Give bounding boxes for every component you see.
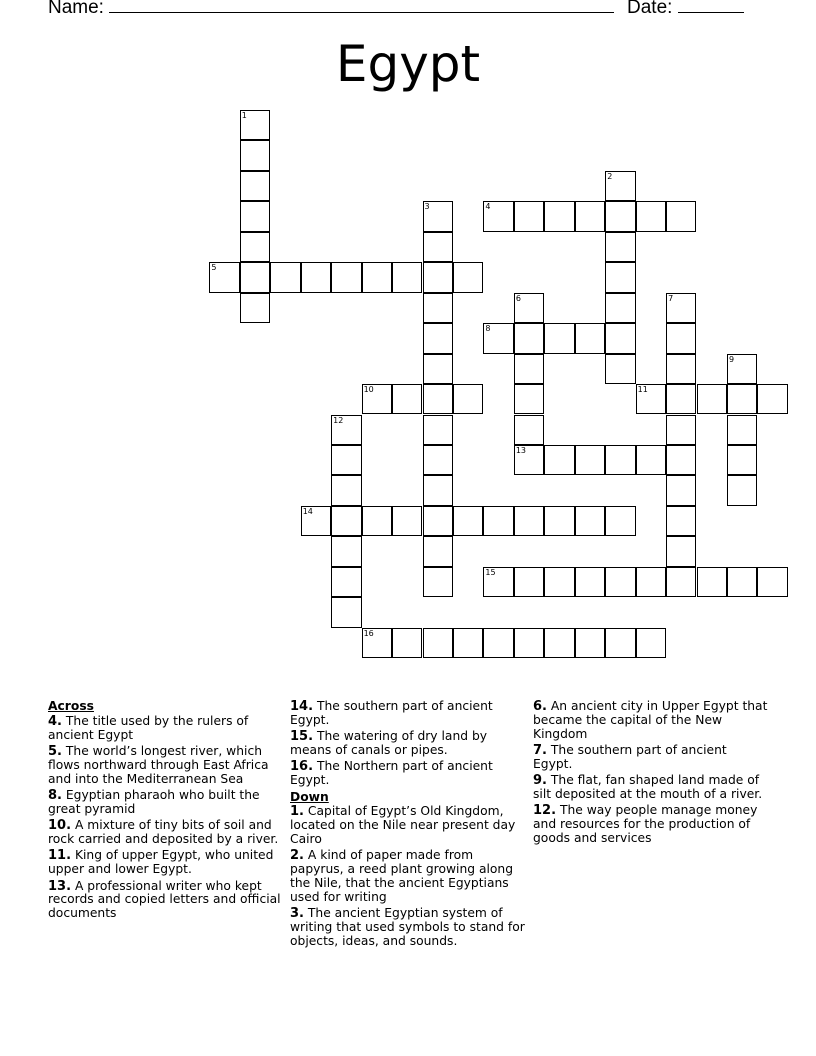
clue-number: 2 (607, 171, 613, 181)
grid-cell[interactable] (605, 506, 635, 536)
clue-item (48, 715, 284, 743)
grid-cell[interactable] (666, 201, 696, 231)
grid-cell[interactable] (544, 201, 574, 231)
clue-number: 6 (515, 293, 521, 303)
grid-cell[interactable] (240, 262, 270, 292)
grid-cell[interactable] (757, 384, 787, 414)
clue-item-number: 6. (533, 699, 547, 714)
grid-cell[interactable] (666, 384, 696, 414)
clue-item (48, 880, 284, 921)
grid-cell[interactable] (605, 293, 635, 323)
clue-item-text: Egyptian pharaoh who built the great pyramid (48, 787, 260, 816)
grid-cell[interactable] (362, 384, 392, 414)
clue-item-text: The southern part of ancient Egypt. (290, 699, 493, 727)
grid-cell[interactable] (514, 628, 544, 658)
grid-cell[interactable] (423, 354, 453, 384)
clue-item (48, 745, 284, 786)
grid-cell[interactable] (544, 445, 574, 475)
grid-cell[interactable] (605, 567, 635, 597)
clue-item (290, 760, 526, 788)
grid-cell[interactable] (605, 201, 635, 231)
grid-cell[interactable] (423, 293, 453, 323)
clue-item-number: 10. (48, 818, 72, 834)
grid-cell[interactable] (514, 201, 544, 231)
name-label: Name: (48, 0, 104, 18)
clue-item-number: 15. (290, 729, 314, 745)
grid-cell[interactable] (483, 506, 513, 536)
clue-item-number: 13. (48, 878, 72, 894)
clue-column-2 (290, 700, 526, 951)
grid-cell[interactable] (666, 415, 696, 445)
clue-item (48, 819, 284, 847)
grid-cell[interactable] (362, 262, 392, 292)
clue-number: 11 (637, 385, 648, 395)
clue-item-number: 12. (533, 803, 557, 819)
grid-cell[interactable] (392, 506, 422, 536)
grid-cell[interactable] (544, 506, 574, 536)
grid-cell[interactable] (514, 293, 544, 323)
grid-cell[interactable] (666, 293, 696, 323)
grid-cell[interactable] (544, 323, 574, 353)
grid-cell[interactable] (757, 567, 787, 597)
clue-item-text: The title used by the rulers of ancient Egypt (48, 713, 249, 742)
grid-cell[interactable] (301, 262, 331, 292)
grid-cell[interactable] (514, 445, 544, 475)
grid-cell[interactable] (331, 567, 361, 597)
grid-cell[interactable] (483, 628, 513, 658)
grid-cell[interactable] (727, 567, 757, 597)
clue-item-text: The Northern part of ancient Egypt. (290, 759, 493, 788)
clue-number: 5 (211, 263, 217, 273)
clue-item (48, 789, 284, 817)
clue-item-text: The flat, fan shaped land made of silt deposited at the mouth of a river. (533, 773, 763, 801)
grid-cell[interactable] (240, 201, 270, 231)
grid-cell[interactable] (423, 384, 453, 414)
grid-cell[interactable] (666, 567, 696, 597)
grid-cell[interactable] (270, 262, 300, 292)
clue-item-text: The watering of dry land by means of canals or pipes. (290, 729, 488, 757)
grid-cell[interactable] (240, 232, 270, 262)
across-heading: Across (48, 699, 94, 713)
grid-cell[interactable] (575, 628, 605, 658)
clue-item-text: The world’s longest river, which flows northward through East Africa and into the Mediterranean Sea (48, 743, 269, 786)
grid-cell[interactable] (392, 628, 422, 658)
grid-cell[interactable] (483, 567, 513, 597)
grid-cell[interactable] (331, 597, 361, 627)
date-label: Date: (627, 0, 673, 18)
grid-cell[interactable] (423, 201, 453, 231)
grid-cell[interactable] (727, 415, 757, 445)
grid-cell[interactable] (392, 262, 422, 292)
grid-cell[interactable] (240, 171, 270, 201)
grid-cell[interactable] (666, 323, 696, 353)
grid-cell[interactable] (423, 262, 453, 292)
grid-cell[interactable] (240, 140, 270, 170)
clue-item (290, 700, 526, 728)
grid-cell[interactable] (362, 628, 392, 658)
grid-cell[interactable] (636, 445, 666, 475)
grid-cell[interactable] (544, 567, 574, 597)
grid-cell[interactable] (697, 567, 727, 597)
page-title: Egypt (335, 35, 481, 93)
grid-cell[interactable] (423, 445, 453, 475)
clue-number: 10 (363, 385, 374, 395)
grid-cell[interactable] (605, 445, 635, 475)
grid-cell[interactable] (423, 506, 453, 536)
clue-item-text: King of upper Egypt, who united upper and lower Egypt. (48, 848, 274, 877)
grid-cell[interactable] (483, 323, 513, 353)
clue-item (290, 805, 526, 846)
grid-cell[interactable] (362, 506, 392, 536)
clue-item-number: 3. (290, 906, 304, 922)
clue-column-3 (533, 700, 769, 848)
clue-item-number: 8. (48, 787, 62, 803)
clue-number: 3 (424, 202, 430, 212)
grid-cell[interactable] (331, 445, 361, 475)
grid-cell[interactable] (331, 415, 361, 445)
grid-cell[interactable] (727, 475, 757, 505)
grid-cell[interactable] (453, 628, 483, 658)
clue-item (290, 907, 526, 948)
grid-cell[interactable] (331, 536, 361, 566)
clue-number: 7 (668, 293, 674, 303)
grid-cell[interactable] (605, 171, 635, 201)
grid-cell[interactable] (666, 506, 696, 536)
down-heading: Down (290, 789, 329, 804)
grid-cell[interactable] (727, 384, 757, 414)
grid-cell[interactable] (575, 201, 605, 231)
clue-number: 13 (515, 445, 527, 455)
grid-cell[interactable] (666, 536, 696, 566)
grid-cell[interactable] (514, 323, 544, 353)
grid-cell[interactable] (240, 110, 270, 140)
grid-cell[interactable] (514, 506, 544, 536)
clue-item-number: 1. (290, 804, 304, 820)
clue-item (533, 744, 769, 772)
clue-number: 15 (485, 567, 496, 577)
grid-cell[interactable] (453, 262, 483, 292)
clue-item-number: 4. (48, 713, 62, 729)
grid-cell[interactable] (483, 201, 513, 231)
grid-cell[interactable] (636, 567, 666, 597)
grid-cell[interactable] (666, 445, 696, 475)
clue-item-text: The southern part of ancient Egypt. (533, 742, 727, 771)
clue-item-text: A mixture of tiny bits of soil and rock carried and deposited by a river. (48, 818, 279, 846)
grid-cell[interactable] (575, 506, 605, 536)
grid-cell[interactable] (575, 323, 605, 353)
grid-cell[interactable] (331, 262, 361, 292)
grid-cell[interactable] (301, 506, 331, 536)
grid-cell[interactable] (605, 323, 635, 353)
clue-item-number: 7. (533, 742, 547, 758)
clue-item-text: Capital of Egypt’s Old Kingdom, located on the Nile near present day Cairo (290, 804, 516, 846)
grid-cell[interactable] (666, 475, 696, 505)
clue-item-number: 11. (48, 848, 72, 864)
grid-cell[interactable] (331, 506, 361, 536)
clue-item (290, 730, 526, 758)
clue-item-text: The way people manage money and resources for the production of goods and services (533, 803, 758, 845)
grid-cell[interactable] (697, 384, 727, 414)
clue-column-1 (48, 700, 284, 924)
clue-item (533, 774, 769, 802)
clue-item-text: A professional writer who kept records and copied letters and official documents (48, 878, 281, 921)
grid-cell[interactable] (575, 445, 605, 475)
grid-cell[interactable] (240, 293, 270, 323)
clue-number: 4 (485, 202, 491, 212)
grid-cell[interactable] (605, 232, 635, 262)
clue-item (533, 700, 769, 741)
grid-cell[interactable] (727, 354, 757, 384)
grid-cell[interactable] (453, 384, 483, 414)
grid-cell[interactable] (575, 567, 605, 597)
clue-number: 16 (363, 628, 374, 638)
grid-cell[interactable] (423, 323, 453, 353)
grid-cell[interactable] (605, 354, 635, 384)
grid-cell[interactable] (423, 536, 453, 566)
grid-cell[interactable] (423, 628, 453, 658)
clue-number: 9 (729, 354, 735, 364)
grid-cell[interactable] (514, 384, 544, 414)
grid-cell[interactable] (514, 415, 544, 445)
clue-number: 12 (333, 415, 344, 425)
grid-cell[interactable] (544, 628, 574, 658)
clue-item-number: 16. (290, 759, 314, 775)
grid-cell[interactable] (331, 475, 361, 505)
clue-number: 1 (241, 111, 247, 120)
grid-cell[interactable] (453, 506, 483, 536)
clue-item-number: 2. (290, 848, 304, 864)
clue-item-text: An ancient city in Upper Egypt that became the capital of the New Kingdom (533, 699, 768, 741)
clue-item-number: 14. (290, 699, 314, 714)
clue-number: 14 (302, 506, 313, 516)
clue-item (290, 849, 526, 904)
grid-cell[interactable] (423, 415, 453, 445)
grid-cell[interactable] (392, 384, 422, 414)
clue-item-text: A kind of paper made from papyrus, a reed plant growing along the Nile, that the ancient Egyptians used for writing (290, 848, 514, 904)
grid-cell[interactable] (423, 475, 453, 505)
grid-cell[interactable] (636, 201, 666, 231)
grid-cell[interactable] (514, 567, 544, 597)
clue-item (48, 849, 284, 877)
clue-item-text: The ancient Egyptian system of writing that used symbols to stand for objects, ideas, and sounds. (290, 906, 525, 948)
grid-cell[interactable] (636, 628, 666, 658)
grid-cell[interactable] (209, 262, 239, 292)
grid-cell[interactable] (423, 232, 453, 262)
grid-cell[interactable] (666, 354, 696, 384)
grid-cell[interactable] (423, 567, 453, 597)
clue-item-number: 5. (48, 743, 62, 759)
grid-cell[interactable] (727, 445, 757, 475)
grid-cell[interactable] (636, 384, 666, 414)
grid-cell[interactable] (605, 262, 635, 292)
clue-item (533, 804, 769, 845)
clue-item-number: 9. (533, 773, 547, 789)
clue-number: 8 (485, 324, 491, 334)
grid-cell[interactable] (605, 628, 635, 658)
grid-cell[interactable] (514, 354, 544, 384)
